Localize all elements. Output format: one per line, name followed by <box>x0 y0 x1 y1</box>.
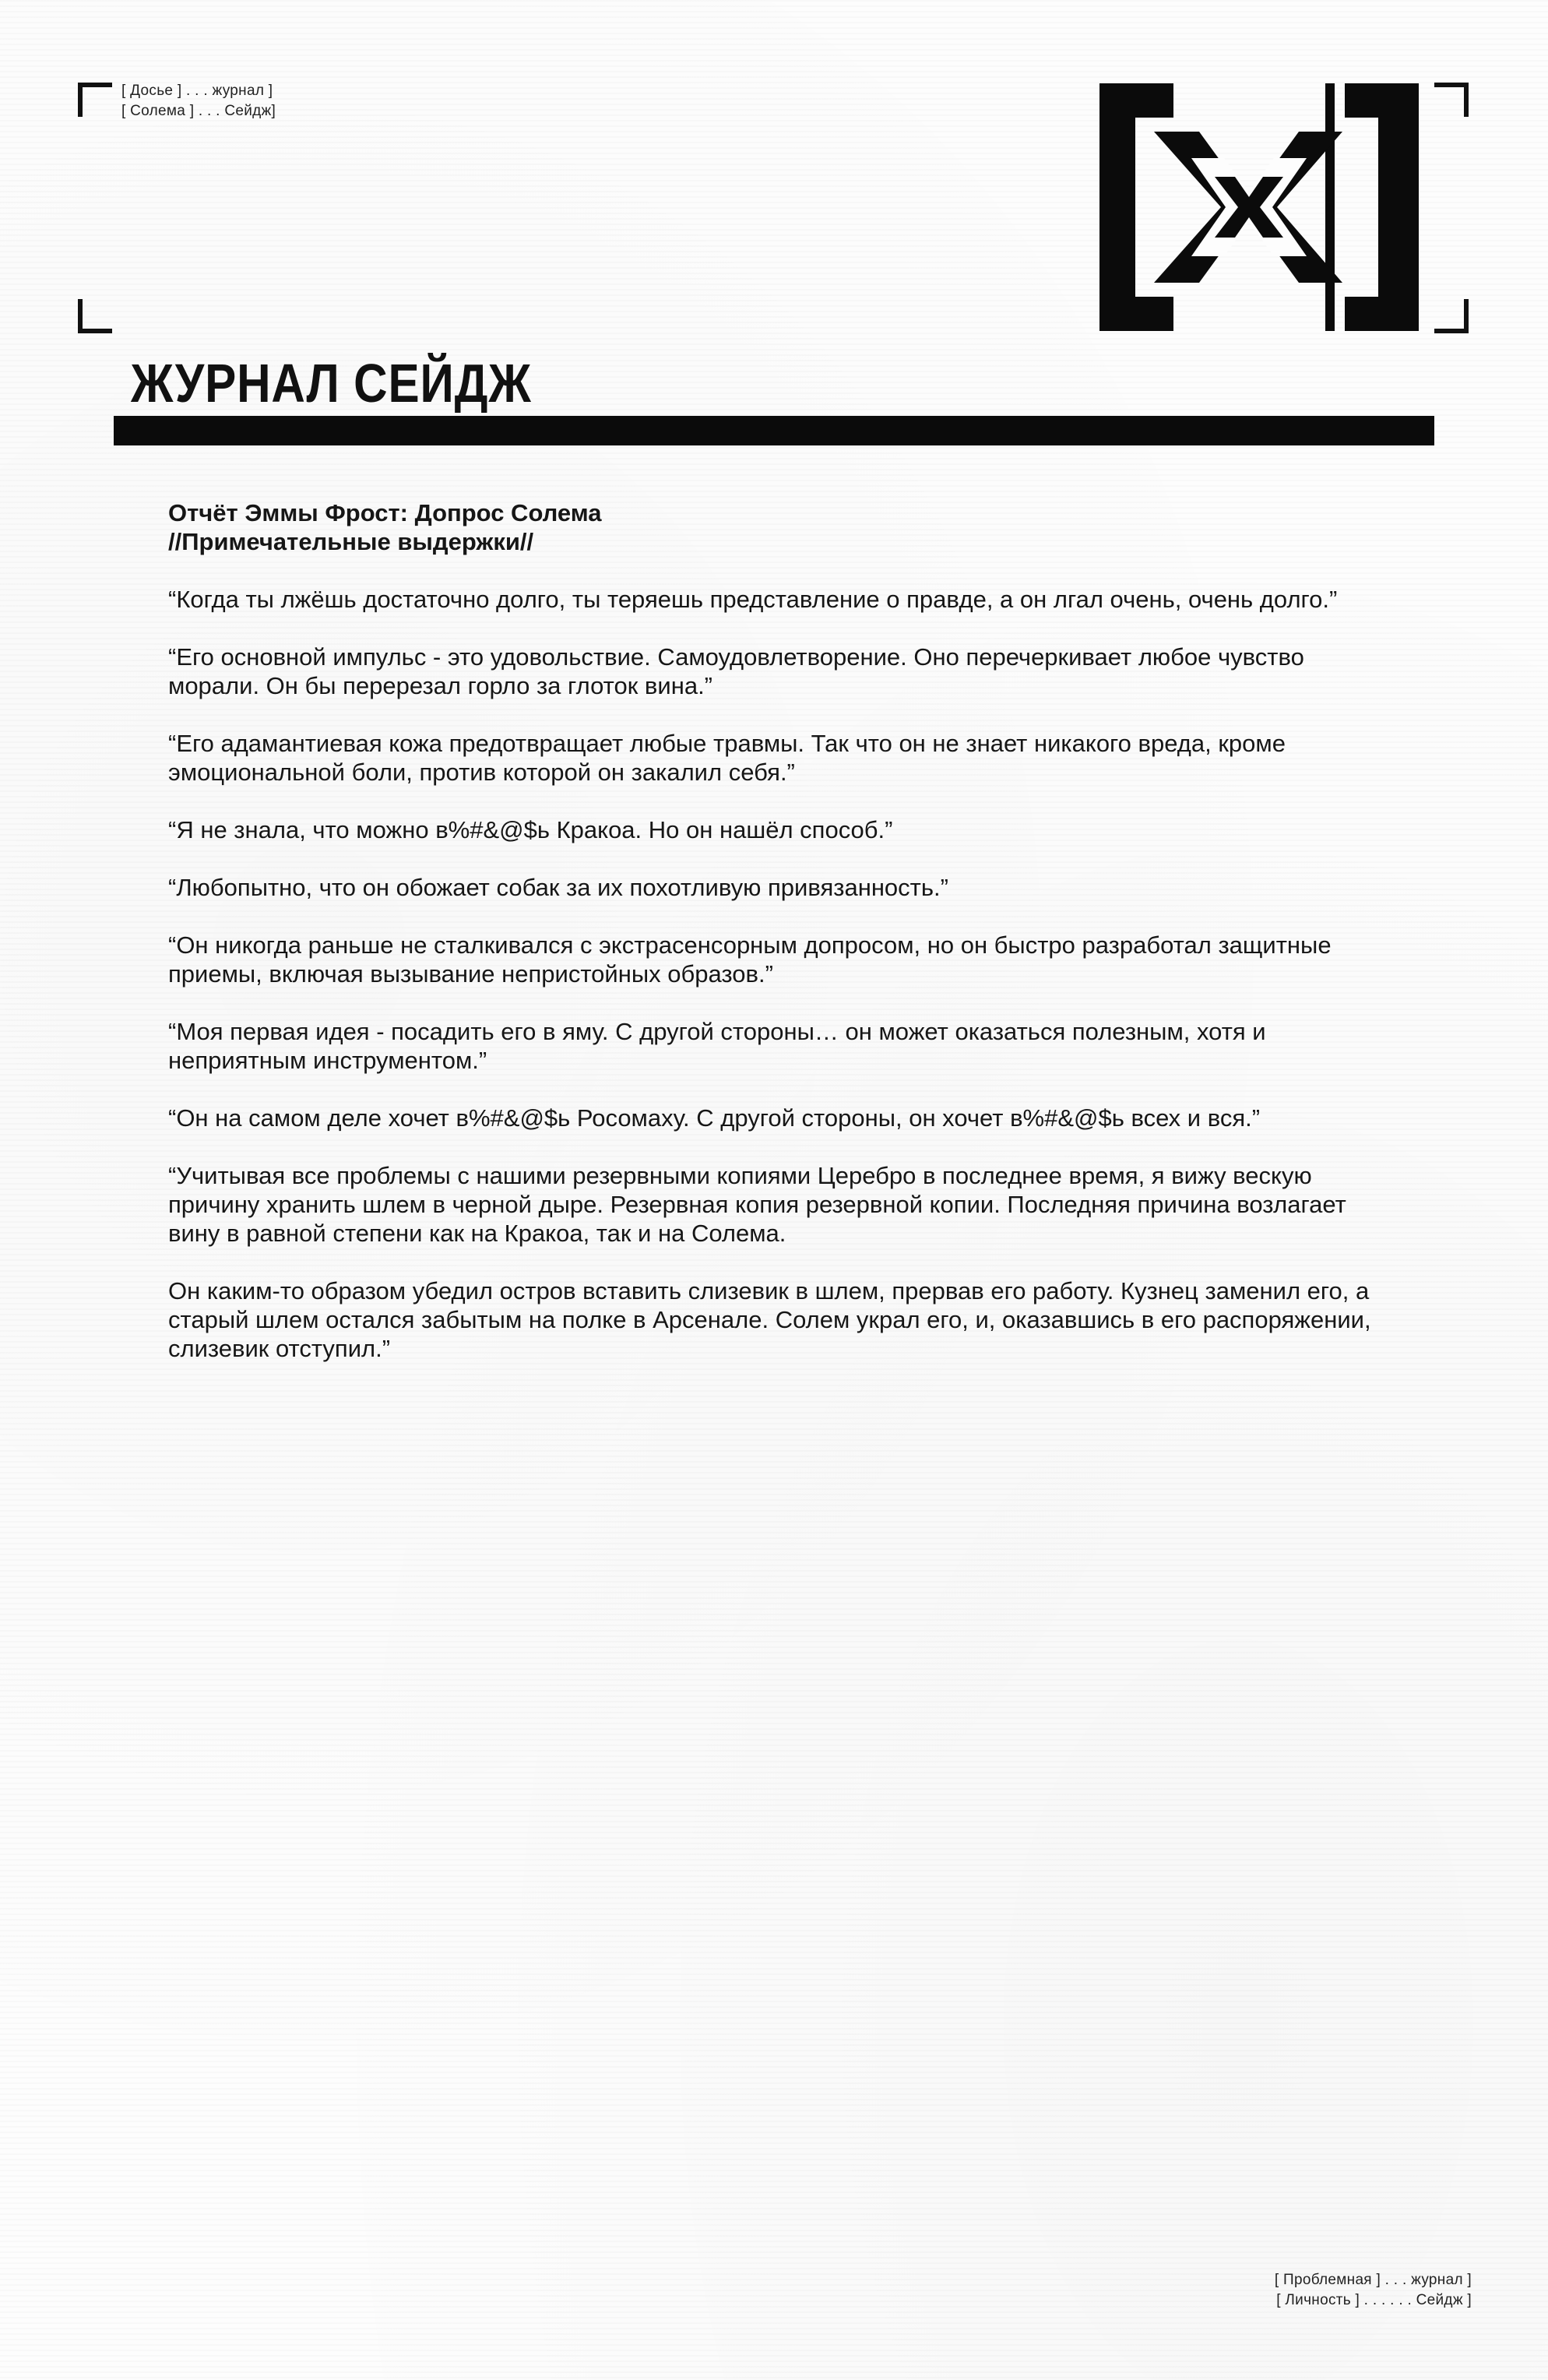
quote-paragraph: “Его основной импульс - это удовольствие. Самоудовлетворение. Оно перечеркивает любое чувство морали. Он бы перерезал горло за глоток вина.” <box>168 643 1304 699</box>
x-logo-icon <box>1099 83 1419 331</box>
footer-tag-line-1: [ Проблемная ] . . . журнал ] <box>1274 2272 1472 2288</box>
footer-tag-line-2: [ Личность ] . . . . . . Сейдж ] <box>1276 2292 1472 2308</box>
quote-paragraph: “Его адамантиевая кожа предотвращает любые травмы. Так что он не знает никакого вреда, кроме эмоциональной боли, против которой он закалил себя.” <box>168 730 1286 786</box>
report-subheading: //Примечательные выдержки// <box>168 528 534 555</box>
quote-paragraph: “Я не знала, что можно в%#&@$ь Кракоа. Но он нашёл способ.” <box>168 816 893 843</box>
quote-paragraph: “Моя первая идея - посадить его в яму. С другой стороны… он может оказаться полезным, хотя и неприятным инструментом.” <box>168 1018 1266 1074</box>
header-tag-line-1: [ Досье ] . . . журнал ] <box>121 83 273 99</box>
corner-bracket-top-left <box>78 83 112 117</box>
report-body <box>168 498 1383 1392</box>
corner-bracket-top-right <box>1434 83 1469 117</box>
corner-bracket-bottom-left <box>78 299 112 333</box>
report-heading: Отчёт Эммы Фрост: Допрос Солема <box>168 499 602 526</box>
report-heading-block <box>168 498 1383 556</box>
quote-paragraph: “Он никогда раньше не сталкивался с экстрасенсорным допросом, но он быстро разработал защитные приемы, включая вызывание непристойных образов.” <box>168 931 1332 988</box>
page-title: ЖУРНАЛ СЕЙДЖ <box>131 353 532 414</box>
quote-paragraph: “Он на самом деле хочет в%#&@$ь Росомаху. С другой стороны, он хочет в%#&@$ь всех и вся.” <box>168 1104 1261 1132</box>
quote-paragraph: “Учитывая все проблемы с нашими резервными копиями Церебро в последнее время, я вижу вескую причину хранить шлем в черной дыре. Резервная копия резервной копии. Последняя причина возлагает вину в равной степени как на Кракоа, так и на Солема. <box>168 1162 1346 1247</box>
title-underline-bar <box>114 416 1434 445</box>
quote-paragraph: “Когда ты лжёшь достаточно долго, ты теряешь представление о правде, а он лгал очень, очень долго.” <box>168 586 1338 613</box>
quote-paragraph: Он каким-то образом убедил остров вставить слизевик в шлем, прервав его работу. Кузнец заменил его, а старый шлем остался забытым на полке в Арсенале. Солем украл его, и, оказавшись в его распоряжении, слизевик отступил.” <box>168 1277 1371 1362</box>
header-tag <box>121 81 276 121</box>
quote-paragraph: “Любопытно, что он обожает собак за их похотливую привязанность.” <box>168 874 948 901</box>
footer-tag <box>1275 2270 1472 2311</box>
corner-bracket-bottom-right <box>1434 299 1469 333</box>
header-tag-line-2: [ Солема ] . . . Сейдж] <box>121 103 276 119</box>
